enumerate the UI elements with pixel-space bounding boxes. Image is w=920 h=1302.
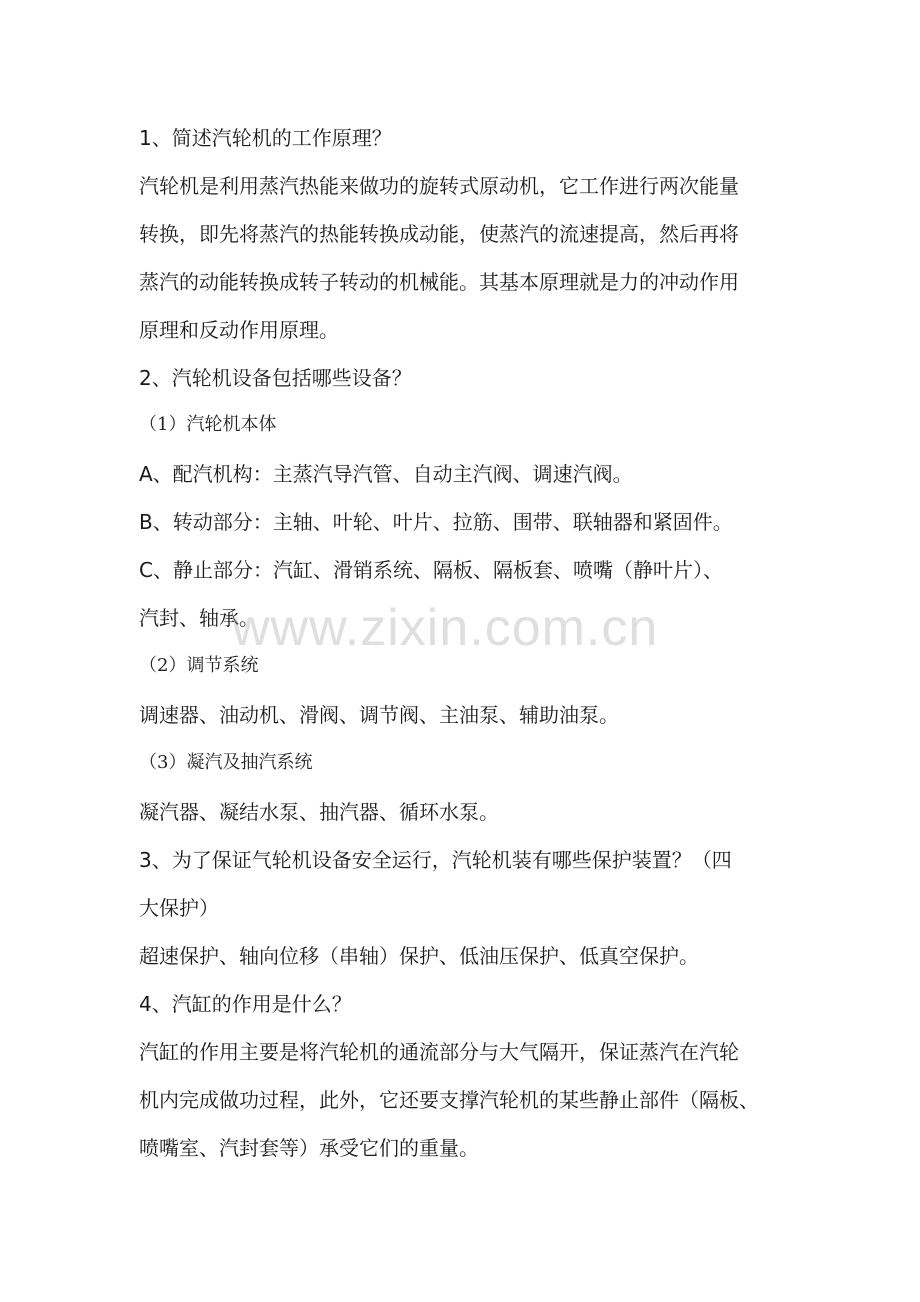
question-4-answer-line: 汽缸的作用主要是将汽轮机的通流部分与大气隔开，保证蒸汽在汽轮: [139, 1040, 739, 1064]
question-1-answer-line: 转换，即先将蒸汽的热能转换成动能，使蒸汽的流速提高，然后再将: [139, 222, 739, 246]
list-item-a: A、配汽机构：主蒸汽导汽管、自动主汽阀、调速汽阀。: [139, 462, 633, 486]
question-1-answer-line: 蒸汽的动能转换成转子转动的机械能。其基本原理就是力的冲动作用: [139, 270, 739, 294]
section-heading-3: （3）凝汽及抽汽系统: [139, 752, 313, 773]
question-1-title: 1、简述汽轮机的工作原理？: [139, 126, 392, 150]
section-2-text: 调速器、油动机、滑阀、调节阀、主油泵、辅助油泵。: [139, 703, 619, 727]
list-item-b: B、转动部分：主轴、叶轮、叶片、拉筋、围带、联轴器和紧固件。: [139, 510, 733, 534]
question-4-answer-line: 喷嘴室、汽封套等）承受它们的重量。: [139, 1136, 479, 1160]
question-1-answer-line: 原理和反动作用原理。: [139, 318, 339, 342]
question-2-title: 2、汽轮机设备包括哪些设备？: [139, 366, 412, 390]
question-1-answer-line: 汽轮机是利用蒸汽热能来做功的旋转式原动机，它工作进行两次能量: [139, 174, 739, 198]
watermark: www.zixin.com.cn: [232, 599, 659, 657]
question-3-answer: 超速保护、轴向位移（串轴）保护、低油压保护、低真空保护。: [139, 944, 699, 968]
question-4-title: 4、汽缸的作用是什么？: [139, 992, 352, 1016]
list-item-c-continued: 汽封、轴承。: [139, 606, 259, 630]
section-heading-1: （1）汽轮机本体: [139, 414, 277, 435]
section-3-text: 凝汽器、凝结水泵、抽汽器、循环水泵。: [139, 800, 499, 824]
question-4-answer-line: 机内完成做功过程，此外，它还要支撑汽轮机的某些静止部件（隔板、: [139, 1088, 759, 1112]
question-3-title-continued: 大保护）: [139, 896, 219, 920]
section-heading-2: （2）调节系统: [139, 655, 259, 676]
question-3-title: 3、为了保证气轮机设备安全运行，汽轮机装有哪些保护装置？（四: [139, 848, 732, 872]
list-item-c: C、静止部分：汽缸、滑销系统、隔板、隔板套、喷嘴（静叶片）、: [139, 558, 723, 582]
